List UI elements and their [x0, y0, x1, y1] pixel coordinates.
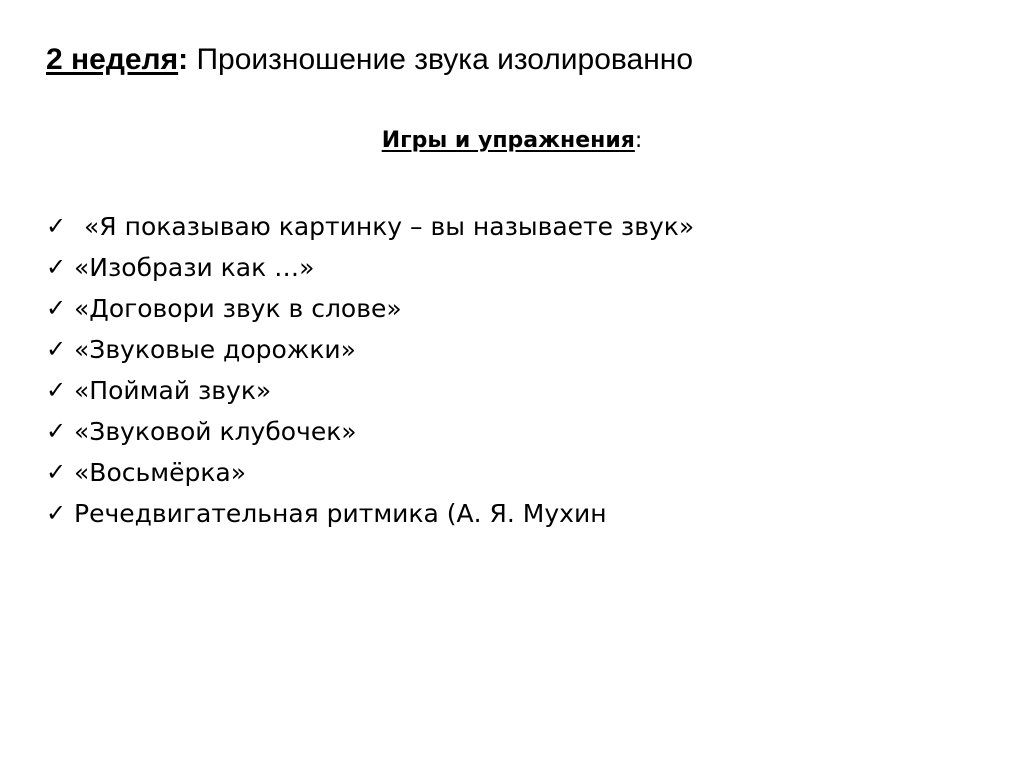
list-item-text: Речедвигательная ритмика (А. Я. Мухин	[74, 499, 607, 528]
list-item	[46, 288, 694, 329]
slide-title	[46, 40, 693, 80]
list-item-text: «Звуковые дорожки»	[74, 335, 356, 364]
list-item-text: «Договори звук в слове»	[74, 294, 402, 323]
check-icon: ✓	[46, 294, 67, 322]
check-icon: ✓	[46, 499, 67, 527]
subtitle-text: Игры и упражнения	[381, 128, 635, 153]
list-item	[46, 493, 694, 534]
title-week: 2 неделя	[46, 43, 179, 76]
check-icon: ✓	[46, 458, 67, 486]
slide-subtitle	[0, 124, 1024, 158]
list-item-text: «Восьмёрка»	[74, 458, 247, 487]
check-icon: ✓	[46, 417, 67, 445]
check-icon: ✓	[46, 335, 67, 363]
title-colon: :	[178, 43, 189, 76]
list-item	[46, 329, 694, 370]
list-item-text: «Звуковой клубочек»	[74, 417, 357, 446]
list-item	[46, 247, 694, 288]
list-item-text: «Изобрази как …»	[74, 253, 315, 282]
title-text: Произношение звука изолированно	[188, 43, 694, 76]
list-item	[46, 452, 694, 493]
games-list	[46, 206, 694, 534]
list-item	[46, 206, 694, 247]
check-icon: ✓	[46, 253, 67, 281]
check-icon: ✓	[46, 212, 67, 240]
list-item-text: «Я показываю картинку – вы называете звук»	[84, 212, 695, 241]
list-item	[46, 370, 694, 411]
subtitle-colon: :	[634, 128, 643, 153]
list-item	[46, 411, 694, 452]
list-item-text: «Поймай звук»	[74, 376, 272, 405]
check-icon: ✓	[46, 376, 67, 404]
